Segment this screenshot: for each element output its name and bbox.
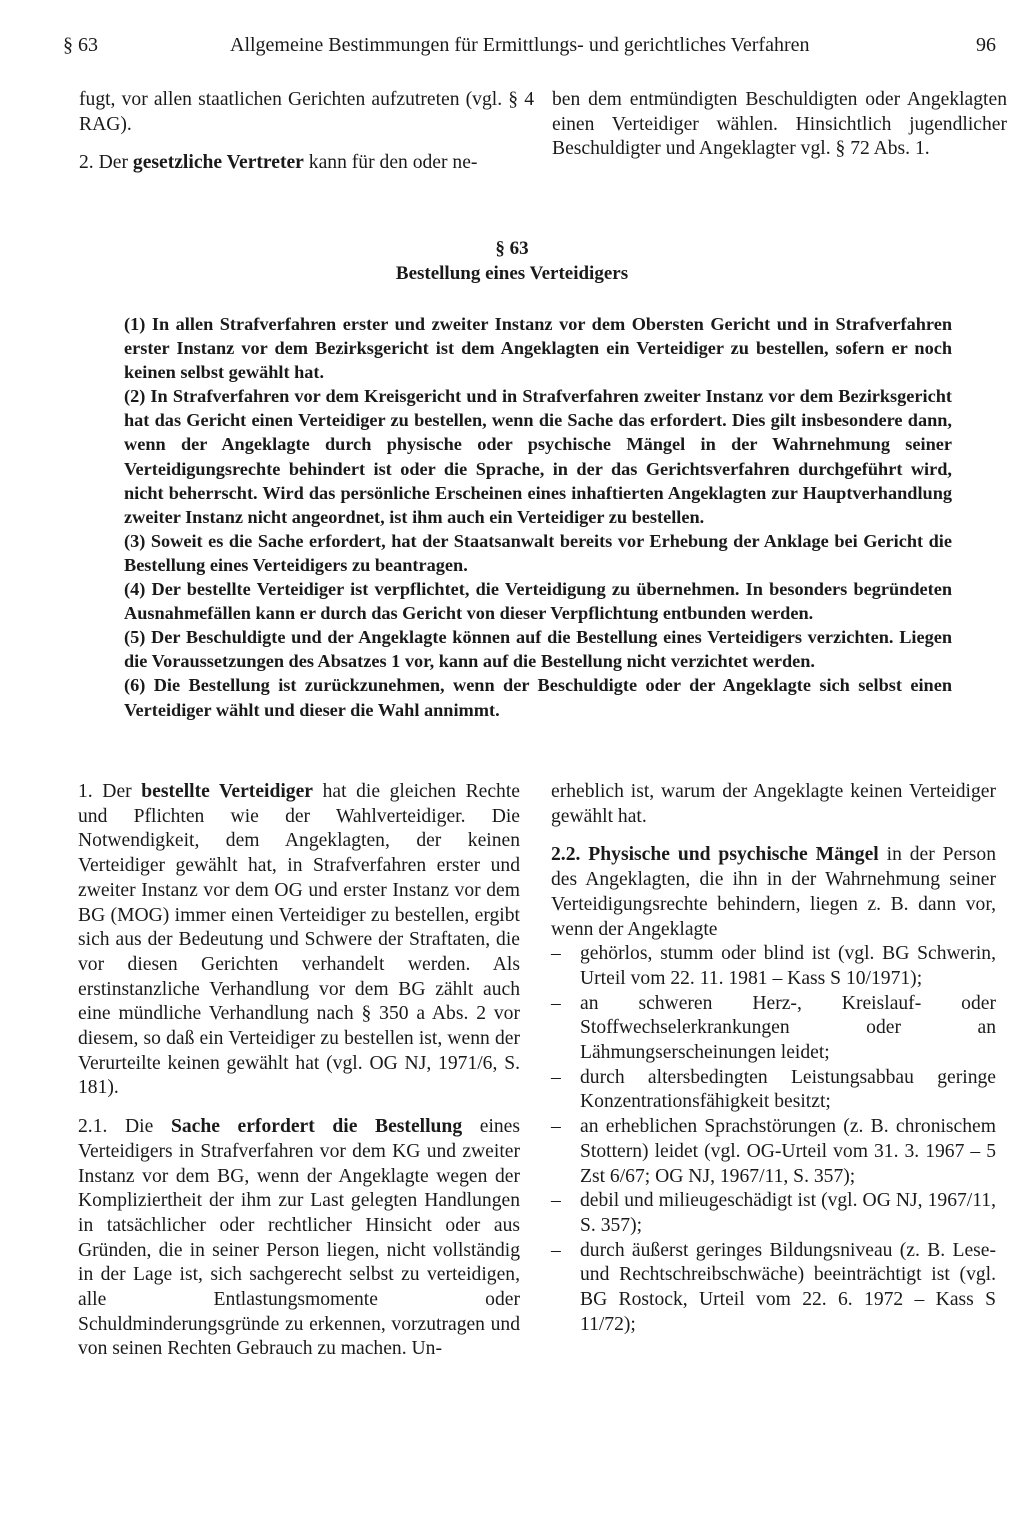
list-item: – an schweren Herz-, Kreislauf- oder Stoffwechselerkrankungen oder an Lähmungserscheinungen leidet; <box>551 992 996 1066</box>
commentary-2-2 <box>551 843 996 942</box>
law-text <box>124 312 952 722</box>
top-left-item-2 <box>79 151 534 176</box>
law-section-number: § 63 <box>495 238 529 259</box>
law-section-title: Bestellung eines Verteidigers <box>395 263 629 284</box>
commentary-2-1 <box>78 1115 520 1362</box>
item-text: Der <box>102 781 132 802</box>
list-item: – debil und milieugeschädigt ist (vgl. OG NJ, 1967/11, S. 357); <box>551 1189 996 1238</box>
commentary-2-1-continued: erheblich ist, warum der Angeklagte keinen Verteidiger gewählt hat. <box>551 781 996 827</box>
item-number: 1. <box>78 781 93 802</box>
item-text: Die <box>125 1116 154 1138</box>
list-item: – durch äußerst geringes Bildungsniveau (z. B. Lese- und Rechtschreibschwäche) beeinträchtigt ist (vgl. BG Rostock, Urteil vom 22. 6. 1972 – Kass S 11/72); <box>551 1239 996 1338</box>
commentary-1 <box>78 780 520 1101</box>
item-number: 2. <box>79 152 94 174</box>
law-paragraph-1: (1) In allen Strafverfahren erster und zweiter Instanz vor dem Obersten Gericht und in Strafverfahren erster Instanz vor dem Bezirksgericht ist dem Angeklagten ein Verteidiger zu bestellen, sofern er noch keinen selbst gewählt hat. <box>124 314 952 383</box>
item-text: hat die gleichen Rechte und Pflichten wie der Wahlverteidiger. Die Notwendigkeit, dem Angeklagten, der keinen Verteidiger gewählt hat, in Strafverfahren erster und zweiter Instanz vor dem OG und erster Instanz vor dem BG (MOG) immer einen Verteidiger zu bestellen, ergibt sich aus der Bedeutung und Schwere der Straftaten, die vor diesen Gerichten verhandelt werden. Als erstinstanzliche Verhandlung vor dem BG zählt auch eine mündliche Verhandlung nach § 350 a Abs. 2 vor diesem, so daß ein Verteidiger zu bestellen ist, wenn der Verurteilte keinen gewählt hat (vgl. OG NJ, 1971/6, S. 181). <box>78 781 520 1099</box>
top-right-paragraph: ben dem entmündigten Beschuldigten oder Angeklagten einen Verteidiger wählen. Hinsichtlich jugendlicher Beschuldigter und Angeklagter vgl. § 72 Abs. 1. <box>552 89 1007 160</box>
item-bold-term: gesetzliche Vertreter <box>132 152 304 174</box>
top-left-column <box>79 88 534 176</box>
law-paragraph-4: (4) Der bestellte Verteidiger ist verpflichtet, die Verteidigung zu übernehmen. In besonders begründeten Ausnahmefällen kann er durch das Gericht von dieser Verpflichtung entbunden werden. <box>124 579 952 624</box>
commentary-right-column <box>551 780 996 1337</box>
item-text: kann für den oder ne- <box>308 152 478 174</box>
top-left-paragraph: fugt, vor allen staatlichen Gerichten aufzutreten (vgl. § 4 RAG). <box>79 89 534 135</box>
item-bold-term: Sache erfordert die Bestellung <box>170 1116 463 1138</box>
item-text: eines Verteidigers in Strafverfahren vor dem KG und zweiter Instanz vor dem BG, wenn der Angeklagte wegen der Kompliziertheit der ihm zur Last gelegten Handlungen in tatsächlicher oder rechtlicher Hinsicht oder aus Gründen, die in seiner Person liegen, nicht vollständig in der Lage ist, sich sachgerecht selbst zu verteidigen, alle Entlastungsmomente oder Schuldminderungsgründe zu erkennen, vorzutragen und von seinen Rechten Gebrauch zu machen. Un- <box>78 1116 521 1360</box>
item-text: Der <box>98 152 128 174</box>
mangel-list <box>551 942 996 1337</box>
page-number: 96 <box>976 34 996 56</box>
list-item: – an erheblichen Sprachstörungen (z. B. chronischem Stottern) leidet (vgl. OG-Urteil vom 31. 3. 1967 – 5 Zst 6/67; OG NJ, 1967/11, S. 357); <box>551 1115 996 1189</box>
list-item: – gehörlos, stumm oder blind ist (vgl. BG Schwerin, Urteil vom 22. 11. 1981 – Kass S 10/1971); <box>551 942 996 991</box>
header-title: Allgemeine Bestimmungen für Ermittlungs- und gerichtliches Verfahren <box>230 34 810 56</box>
law-paragraph-6: (6) Die Bestellung ist zurückzunehmen, wenn der Beschuldigte oder der Angeklagte sich selbst einen Verteidiger wählt und dieser die Wahl annimmt. <box>124 675 952 720</box>
law-paragraph-2: (2) In Strafverfahren vor dem Kreisgericht und in Strafverfahren zweiter Instanz vor dem Bezirksgericht hat das Gericht einen Verteidiger zu bestellen, wenn die Sache das erfordert. Dies gilt insbesondere dann, wenn der Angeklagte durch physische oder psychische Mängel in der Wahrnehmung seiner Verteidigungsrechte behindert ist oder die Sprache, in der das Gerichtsverfahren durchgeführt wird, nicht beherrscht. Wird das persönliche Erscheinen eines inhaftierten Angeklagten zur Hauptverhandlung zweiter Instanz nicht angeordnet, ist ihm auch ein Verteidiger zu bestellen. <box>124 386 952 527</box>
item-bold-term: bestellte Verteidiger <box>141 781 313 802</box>
commentary-left-column <box>78 780 520 1362</box>
top-right-column <box>552 88 1007 162</box>
header-section: § 63 <box>63 34 98 56</box>
list-item: – durch altersbedingten Leistungsabbau geringe Konzentrationsfähigkeit besitzt; <box>551 1066 996 1115</box>
item-bold-term: Physische und psychische Mängel <box>588 844 879 866</box>
item-text: in der Person des Angeklagten, die ihn in der Wahrnehmung seiner Verteidigungsrechte behindern, liegen z. B. dann vor, wenn der Angeklagte <box>551 844 997 940</box>
law-heading <box>0 236 1024 286</box>
item-number: 2.2. <box>551 844 581 866</box>
item-number: 2.1. <box>78 1116 108 1138</box>
law-paragraph-5: (5) Der Beschuldigte und der Angeklagte können auf die Bestellung eines Verteidigers verzichten. Liegen die Voraussetzungen des Absatzes 1 vor, kann auf die Bestellung nicht verzichtet werden. <box>124 627 952 672</box>
law-paragraph-3: (3) Soweit es die Sache erfordert, hat der Staatsanwalt bereits vor Erhebung der Anklage bei Gericht die Bestellung eines Verteidigers zu beantragen. <box>124 530 952 575</box>
